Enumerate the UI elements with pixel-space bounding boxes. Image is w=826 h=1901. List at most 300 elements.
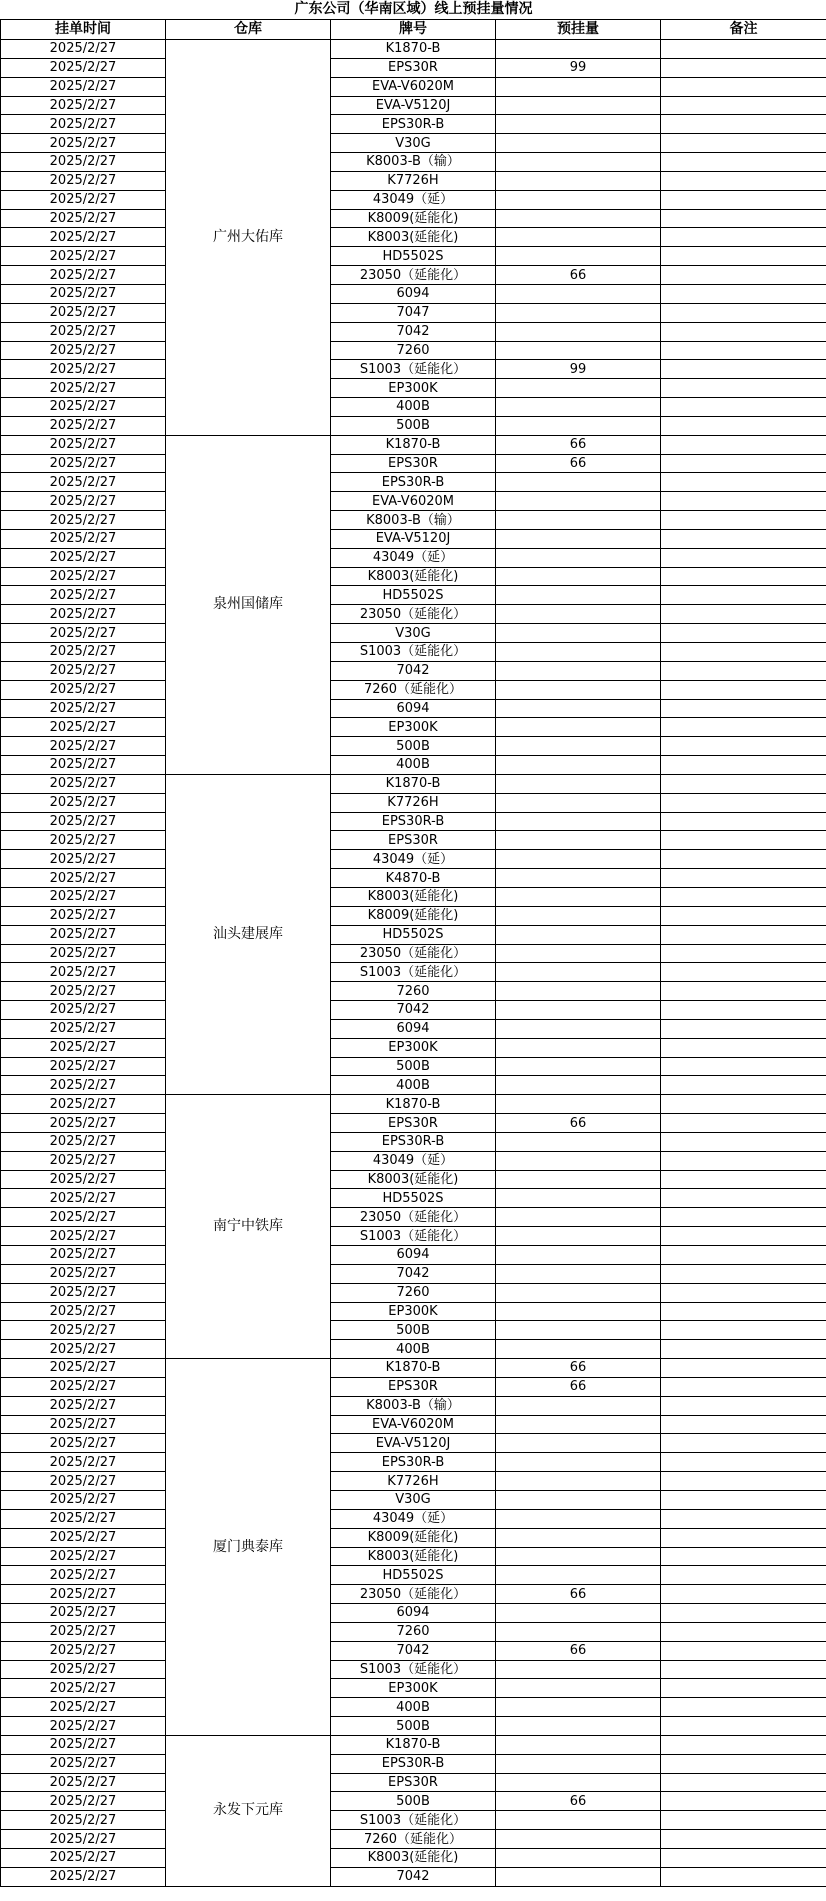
date-cell[interactable]: 2025/2/27	[1, 171, 166, 190]
quantity-cell[interactable]	[496, 96, 661, 115]
grade-cell[interactable]: 43049（延）	[331, 548, 496, 567]
note-cell[interactable]	[661, 1001, 826, 1020]
date-cell[interactable]: 2025/2/27	[1, 58, 166, 77]
note-cell[interactable]	[661, 284, 826, 303]
grade-cell[interactable]: 500B	[331, 1792, 496, 1811]
quantity-cell[interactable]	[496, 115, 661, 134]
note-cell[interactable]	[661, 774, 826, 793]
quantity-cell[interactable]	[496, 1867, 661, 1886]
date-cell[interactable]: 2025/2/27	[1, 492, 166, 511]
note-cell[interactable]	[661, 1283, 826, 1302]
date-cell[interactable]: 2025/2/27	[1, 831, 166, 850]
quantity-cell[interactable]	[496, 1679, 661, 1698]
grade-cell[interactable]: K7726H	[331, 793, 496, 812]
grade-cell[interactable]: K8003(延能化)	[331, 228, 496, 247]
date-cell[interactable]: 2025/2/27	[1, 529, 166, 548]
date-cell[interactable]: 2025/2/27	[1, 699, 166, 718]
note-cell[interactable]	[661, 1227, 826, 1246]
note-cell[interactable]	[661, 567, 826, 586]
note-cell[interactable]	[661, 1717, 826, 1736]
grade-cell[interactable]: K8003(延能化)	[331, 1170, 496, 1189]
quantity-cell[interactable]: 99	[496, 360, 661, 379]
quantity-cell[interactable]	[496, 1434, 661, 1453]
date-cell[interactable]: 2025/2/27	[1, 40, 166, 59]
grade-cell[interactable]: EP300K	[331, 1302, 496, 1321]
quantity-cell[interactable]	[496, 605, 661, 624]
grade-cell[interactable]: K8009(延能化)	[331, 1528, 496, 1547]
date-cell[interactable]: 2025/2/27	[1, 1679, 166, 1698]
note-cell[interactable]	[661, 341, 826, 360]
note-cell[interactable]	[661, 1321, 826, 1340]
note-cell[interactable]	[661, 1302, 826, 1321]
warehouse-cell[interactable]: 广州大佑库	[166, 40, 331, 436]
grade-cell[interactable]: S1003（延能化）	[331, 360, 496, 379]
grade-cell[interactable]: EP300K	[331, 1679, 496, 1698]
note-cell[interactable]	[661, 454, 826, 473]
grade-cell[interactable]: 23050（延能化）	[331, 944, 496, 963]
note-cell[interactable]	[661, 925, 826, 944]
grade-cell[interactable]: EVA-V5120J	[331, 96, 496, 115]
grade-cell[interactable]: EPS30R-B	[331, 812, 496, 831]
note-cell[interactable]	[661, 1849, 826, 1868]
note-cell[interactable]	[661, 737, 826, 756]
quantity-cell[interactable]	[496, 1415, 661, 1434]
grade-cell[interactable]: 500B	[331, 737, 496, 756]
quantity-cell[interactable]	[496, 699, 661, 718]
grade-cell[interactable]: K8003-B（输）	[331, 153, 496, 172]
quantity-cell[interactable]	[496, 379, 661, 398]
grade-cell[interactable]: 23050（延能化）	[331, 266, 496, 285]
quantity-cell[interactable]	[496, 944, 661, 963]
quantity-cell[interactable]	[496, 1754, 661, 1773]
quantity-cell[interactable]	[496, 982, 661, 1001]
date-cell[interactable]: 2025/2/27	[1, 1849, 166, 1868]
quantity-cell[interactable]: 66	[496, 1377, 661, 1396]
note-cell[interactable]	[661, 624, 826, 643]
note-cell[interactable]	[661, 982, 826, 1001]
grade-cell[interactable]: S1003（延能化）	[331, 643, 496, 662]
grade-cell[interactable]: 7047	[331, 303, 496, 322]
quantity-cell[interactable]	[496, 228, 661, 247]
quantity-cell[interactable]: 66	[496, 435, 661, 454]
note-cell[interactable]	[661, 529, 826, 548]
quantity-cell[interactable]: 66	[496, 1359, 661, 1378]
quantity-cell[interactable]	[496, 1189, 661, 1208]
note-cell[interactable]	[661, 1132, 826, 1151]
quantity-cell[interactable]	[496, 1340, 661, 1359]
note-cell[interactable]	[661, 228, 826, 247]
quantity-cell[interactable]	[496, 134, 661, 153]
header-grade[interactable]: 牌号	[331, 20, 496, 40]
note-cell[interactable]	[661, 171, 826, 190]
date-cell[interactable]: 2025/2/27	[1, 1660, 166, 1679]
note-cell[interactable]	[661, 1547, 826, 1566]
grade-cell[interactable]: HD5502S	[331, 925, 496, 944]
grade-cell[interactable]: 23050（延能化）	[331, 1208, 496, 1227]
grade-cell[interactable]: 7042	[331, 322, 496, 341]
note-cell[interactable]	[661, 887, 826, 906]
date-cell[interactable]: 2025/2/27	[1, 737, 166, 756]
header-quantity[interactable]: 预挂量	[496, 20, 661, 40]
note-cell[interactable]	[661, 1509, 826, 1528]
date-cell[interactable]: 2025/2/27	[1, 1698, 166, 1717]
quantity-cell[interactable]	[496, 1849, 661, 1868]
date-cell[interactable]: 2025/2/27	[1, 624, 166, 643]
quantity-cell[interactable]	[496, 1019, 661, 1038]
quantity-cell[interactable]	[496, 1773, 661, 1792]
note-cell[interactable]	[661, 1754, 826, 1773]
grade-cell[interactable]: 43049（延）	[331, 190, 496, 209]
note-cell[interactable]	[661, 1189, 826, 1208]
grade-cell[interactable]: 500B	[331, 416, 496, 435]
quantity-cell[interactable]	[496, 1227, 661, 1246]
note-cell[interactable]	[661, 435, 826, 454]
quantity-cell[interactable]: 66	[496, 1641, 661, 1660]
date-cell[interactable]: 2025/2/27	[1, 1340, 166, 1359]
quantity-cell[interactable]	[496, 661, 661, 680]
grade-cell[interactable]: 6094	[331, 284, 496, 303]
date-cell[interactable]: 2025/2/27	[1, 1132, 166, 1151]
grade-cell[interactable]: 6094	[331, 1019, 496, 1038]
quantity-cell[interactable]	[496, 284, 661, 303]
quantity-cell[interactable]	[496, 1396, 661, 1415]
note-cell[interactable]	[661, 699, 826, 718]
grade-cell[interactable]: HD5502S	[331, 247, 496, 266]
grade-cell[interactable]: 500B	[331, 1717, 496, 1736]
warehouse-cell[interactable]: 厦门典泰库	[166, 1359, 331, 1736]
date-cell[interactable]: 2025/2/27	[1, 567, 166, 586]
note-cell[interactable]	[661, 1811, 826, 1830]
grade-cell[interactable]: K1870-B	[331, 1735, 496, 1754]
grade-cell[interactable]: EPS30R	[331, 454, 496, 473]
note-cell[interactable]	[661, 643, 826, 662]
quantity-cell[interactable]	[496, 774, 661, 793]
date-cell[interactable]: 2025/2/27	[1, 1792, 166, 1811]
quantity-cell[interactable]	[496, 511, 661, 530]
date-cell[interactable]: 2025/2/27	[1, 1622, 166, 1641]
date-cell[interactable]: 2025/2/27	[1, 1396, 166, 1415]
note-cell[interactable]	[661, 153, 826, 172]
note-cell[interactable]	[661, 1660, 826, 1679]
grade-cell[interactable]: S1003（延能化）	[331, 963, 496, 982]
grade-cell[interactable]: 43049（延）	[331, 1151, 496, 1170]
note-cell[interactable]	[661, 1377, 826, 1396]
date-cell[interactable]: 2025/2/27	[1, 96, 166, 115]
date-cell[interactable]: 2025/2/27	[1, 661, 166, 680]
grade-cell[interactable]: EVA-V5120J	[331, 529, 496, 548]
date-cell[interactable]: 2025/2/27	[1, 1038, 166, 1057]
quantity-cell[interactable]	[496, 1660, 661, 1679]
grade-cell[interactable]: K7726H	[331, 1472, 496, 1491]
quantity-cell[interactable]	[496, 887, 661, 906]
date-cell[interactable]: 2025/2/27	[1, 1717, 166, 1736]
quantity-cell[interactable]	[496, 586, 661, 605]
grade-cell[interactable]: 7042	[331, 1264, 496, 1283]
grade-cell[interactable]: 7260	[331, 1283, 496, 1302]
date-cell[interactable]: 2025/2/27	[1, 1472, 166, 1491]
quantity-cell[interactable]	[496, 303, 661, 322]
date-cell[interactable]: 2025/2/27	[1, 416, 166, 435]
date-cell[interactable]: 2025/2/27	[1, 1509, 166, 1528]
quantity-cell[interactable]	[496, 1604, 661, 1623]
grade-cell[interactable]: EP300K	[331, 1038, 496, 1057]
grade-cell[interactable]: 400B	[331, 398, 496, 417]
date-cell[interactable]: 2025/2/27	[1, 548, 166, 567]
date-cell[interactable]: 2025/2/27	[1, 1585, 166, 1604]
quantity-cell[interactable]	[496, 1264, 661, 1283]
header-date[interactable]: 挂单时间	[1, 20, 166, 40]
quantity-cell[interactable]	[496, 567, 661, 586]
grade-cell[interactable]: K8003(延能化)	[331, 567, 496, 586]
date-cell[interactable]: 2025/2/27	[1, 1490, 166, 1509]
grade-cell[interactable]: EVA-V6020M	[331, 1415, 496, 1434]
date-cell[interactable]: 2025/2/27	[1, 511, 166, 530]
note-cell[interactable]	[661, 1019, 826, 1038]
date-cell[interactable]: 2025/2/27	[1, 1114, 166, 1133]
quantity-cell[interactable]	[496, 1283, 661, 1302]
note-cell[interactable]	[661, 58, 826, 77]
grade-cell[interactable]: K8009(延能化)	[331, 906, 496, 925]
quantity-cell[interactable]	[496, 209, 661, 228]
quantity-cell[interactable]	[496, 680, 661, 699]
grade-cell[interactable]: S1003（延能化）	[331, 1811, 496, 1830]
date-cell[interactable]: 2025/2/27	[1, 1528, 166, 1547]
grade-cell[interactable]: K1870-B	[331, 1095, 496, 1114]
date-cell[interactable]: 2025/2/27	[1, 944, 166, 963]
date-cell[interactable]: 2025/2/27	[1, 1735, 166, 1754]
grade-cell[interactable]: EPS30R	[331, 58, 496, 77]
grade-cell[interactable]: EPS30R	[331, 1377, 496, 1396]
quantity-cell[interactable]	[496, 77, 661, 96]
note-cell[interactable]	[661, 190, 826, 209]
note-cell[interactable]	[661, 1170, 826, 1189]
grade-cell[interactable]: 6094	[331, 1604, 496, 1623]
note-cell[interactable]	[661, 661, 826, 680]
note-cell[interactable]	[661, 1114, 826, 1133]
date-cell[interactable]: 2025/2/27	[1, 473, 166, 492]
note-cell[interactable]	[661, 1208, 826, 1227]
note-cell[interactable]	[661, 40, 826, 59]
note-cell[interactable]	[661, 77, 826, 96]
quantity-cell[interactable]	[496, 812, 661, 831]
quantity-cell[interactable]	[496, 869, 661, 888]
grade-cell[interactable]: EPS30R	[331, 1773, 496, 1792]
note-cell[interactable]	[661, 793, 826, 812]
date-cell[interactable]: 2025/2/27	[1, 1264, 166, 1283]
date-cell[interactable]: 2025/2/27	[1, 1566, 166, 1585]
date-cell[interactable]: 2025/2/27	[1, 303, 166, 322]
grade-cell[interactable]: HD5502S	[331, 1189, 496, 1208]
note-cell[interactable]	[661, 1076, 826, 1095]
date-cell[interactable]: 2025/2/27	[1, 1773, 166, 1792]
note-cell[interactable]	[661, 1698, 826, 1717]
note-cell[interactable]	[661, 1264, 826, 1283]
note-cell[interactable]	[661, 1396, 826, 1415]
date-cell[interactable]: 2025/2/27	[1, 982, 166, 1001]
note-cell[interactable]	[661, 473, 826, 492]
note-cell[interactable]	[661, 1679, 826, 1698]
quantity-cell[interactable]	[496, 737, 661, 756]
date-cell[interactable]: 2025/2/27	[1, 718, 166, 737]
grade-cell[interactable]: K8003-B（输）	[331, 1396, 496, 1415]
date-cell[interactable]: 2025/2/27	[1, 360, 166, 379]
date-cell[interactable]: 2025/2/27	[1, 1189, 166, 1208]
date-cell[interactable]: 2025/2/27	[1, 1208, 166, 1227]
quantity-cell[interactable]	[496, 1472, 661, 1491]
date-cell[interactable]: 2025/2/27	[1, 284, 166, 303]
warehouse-cell[interactable]: 永发下元库	[166, 1735, 331, 1886]
date-cell[interactable]: 2025/2/27	[1, 1321, 166, 1340]
note-cell[interactable]	[661, 605, 826, 624]
quantity-cell[interactable]: 99	[496, 58, 661, 77]
date-cell[interactable]: 2025/2/27	[1, 1151, 166, 1170]
note-cell[interactable]	[661, 1604, 826, 1623]
grade-cell[interactable]: K8003(延能化)	[331, 887, 496, 906]
note-cell[interactable]	[661, 1773, 826, 1792]
grade-cell[interactable]: 7260（延能化）	[331, 1830, 496, 1849]
quantity-cell[interactable]	[496, 963, 661, 982]
grade-cell[interactable]: EPS30R-B	[331, 1754, 496, 1773]
grade-cell[interactable]: K8003(延能化)	[331, 1547, 496, 1566]
grade-cell[interactable]: 7260	[331, 341, 496, 360]
date-cell[interactable]: 2025/2/27	[1, 1057, 166, 1076]
note-cell[interactable]	[661, 1566, 826, 1585]
quantity-cell[interactable]	[496, 925, 661, 944]
quantity-cell[interactable]	[496, 171, 661, 190]
quantity-cell[interactable]: 66	[496, 1585, 661, 1604]
date-cell[interactable]: 2025/2/27	[1, 454, 166, 473]
grade-cell[interactable]: 43049（延）	[331, 1509, 496, 1528]
date-cell[interactable]: 2025/2/27	[1, 1415, 166, 1434]
grade-cell[interactable]: EPS30R-B	[331, 115, 496, 134]
grade-cell[interactable]: 7042	[331, 1641, 496, 1660]
grade-cell[interactable]: EPS30R-B	[331, 473, 496, 492]
note-cell[interactable]	[661, 680, 826, 699]
quantity-cell[interactable]	[496, 1246, 661, 1265]
grade-cell[interactable]: V30G	[331, 134, 496, 153]
date-cell[interactable]: 2025/2/27	[1, 322, 166, 341]
quantity-cell[interactable]	[496, 1038, 661, 1057]
date-cell[interactable]: 2025/2/27	[1, 605, 166, 624]
grade-cell[interactable]: K8003-B（输）	[331, 511, 496, 530]
date-cell[interactable]: 2025/2/27	[1, 925, 166, 944]
note-cell[interactable]	[661, 850, 826, 869]
note-cell[interactable]	[661, 1641, 826, 1660]
date-cell[interactable]: 2025/2/27	[1, 1227, 166, 1246]
grade-cell[interactable]: K1870-B	[331, 40, 496, 59]
grade-cell[interactable]: K8009(延能化)	[331, 209, 496, 228]
warehouse-cell[interactable]: 南宁中铁库	[166, 1095, 331, 1359]
date-cell[interactable]: 2025/2/27	[1, 1641, 166, 1660]
date-cell[interactable]: 2025/2/27	[1, 643, 166, 662]
note-cell[interactable]	[661, 1867, 826, 1886]
date-cell[interactable]: 2025/2/27	[1, 435, 166, 454]
note-cell[interactable]	[661, 303, 826, 322]
grade-cell[interactable]: 43049（延）	[331, 850, 496, 869]
note-cell[interactable]	[661, 1792, 826, 1811]
quantity-cell[interactable]	[496, 1321, 661, 1340]
note-cell[interactable]	[661, 1359, 826, 1378]
note-cell[interactable]	[661, 134, 826, 153]
grade-cell[interactable]: K4870-B	[331, 869, 496, 888]
quantity-cell[interactable]	[496, 1830, 661, 1849]
grade-cell[interactable]: EPS30R	[331, 1114, 496, 1133]
date-cell[interactable]: 2025/2/27	[1, 379, 166, 398]
grade-cell[interactable]: 500B	[331, 1321, 496, 1340]
quantity-cell[interactable]	[496, 1735, 661, 1754]
grade-cell[interactable]: 23050（延能化）	[331, 1585, 496, 1604]
date-cell[interactable]: 2025/2/27	[1, 266, 166, 285]
date-cell[interactable]: 2025/2/27	[1, 1283, 166, 1302]
quantity-cell[interactable]	[496, 831, 661, 850]
quantity-cell[interactable]	[496, 529, 661, 548]
grade-cell[interactable]: V30G	[331, 624, 496, 643]
grade-cell[interactable]: HD5502S	[331, 1566, 496, 1585]
date-cell[interactable]: 2025/2/27	[1, 1867, 166, 1886]
date-cell[interactable]: 2025/2/27	[1, 77, 166, 96]
note-cell[interactable]	[661, 379, 826, 398]
quantity-cell[interactable]	[496, 473, 661, 492]
date-cell[interactable]: 2025/2/27	[1, 1377, 166, 1396]
date-cell[interactable]: 2025/2/27	[1, 1302, 166, 1321]
grade-cell[interactable]: EPS30R-B	[331, 1453, 496, 1472]
grade-cell[interactable]: 7260	[331, 982, 496, 1001]
quantity-cell[interactable]	[496, 1698, 661, 1717]
quantity-cell[interactable]	[496, 1057, 661, 1076]
grade-cell[interactable]: V30G	[331, 1490, 496, 1509]
quantity-cell[interactable]	[496, 1509, 661, 1528]
note-cell[interactable]	[661, 96, 826, 115]
quantity-cell[interactable]	[496, 1132, 661, 1151]
note-cell[interactable]	[661, 963, 826, 982]
grade-cell[interactable]: EPS30R	[331, 831, 496, 850]
quantity-cell[interactable]	[496, 153, 661, 172]
quantity-cell[interactable]	[496, 643, 661, 662]
grade-cell[interactable]: 400B	[331, 756, 496, 775]
date-cell[interactable]: 2025/2/27	[1, 756, 166, 775]
header-note[interactable]: 备注	[661, 20, 826, 40]
quantity-cell[interactable]	[496, 1490, 661, 1509]
quantity-cell[interactable]	[496, 548, 661, 567]
note-cell[interactable]	[661, 1095, 826, 1114]
date-cell[interactable]: 2025/2/27	[1, 209, 166, 228]
note-cell[interactable]	[661, 1434, 826, 1453]
note-cell[interactable]	[661, 586, 826, 605]
date-cell[interactable]: 2025/2/27	[1, 1246, 166, 1265]
date-cell[interactable]: 2025/2/27	[1, 963, 166, 982]
note-cell[interactable]	[661, 869, 826, 888]
grade-cell[interactable]: EVA-V6020M	[331, 492, 496, 511]
note-cell[interactable]	[661, 1038, 826, 1057]
date-cell[interactable]: 2025/2/27	[1, 812, 166, 831]
quantity-cell[interactable]	[496, 1076, 661, 1095]
note-cell[interactable]	[661, 266, 826, 285]
date-cell[interactable]: 2025/2/27	[1, 1076, 166, 1095]
grade-cell[interactable]: 7042	[331, 1867, 496, 1886]
quantity-cell[interactable]	[496, 40, 661, 59]
grade-cell[interactable]: EP300K	[331, 379, 496, 398]
note-cell[interactable]	[661, 360, 826, 379]
grade-cell[interactable]: 6094	[331, 699, 496, 718]
note-cell[interactable]	[661, 548, 826, 567]
date-cell[interactable]: 2025/2/27	[1, 680, 166, 699]
date-cell[interactable]: 2025/2/27	[1, 1095, 166, 1114]
quantity-cell[interactable]	[496, 1622, 661, 1641]
date-cell[interactable]: 2025/2/27	[1, 1453, 166, 1472]
date-cell[interactable]: 2025/2/27	[1, 1001, 166, 1020]
quantity-cell[interactable]	[496, 1170, 661, 1189]
date-cell[interactable]: 2025/2/27	[1, 887, 166, 906]
